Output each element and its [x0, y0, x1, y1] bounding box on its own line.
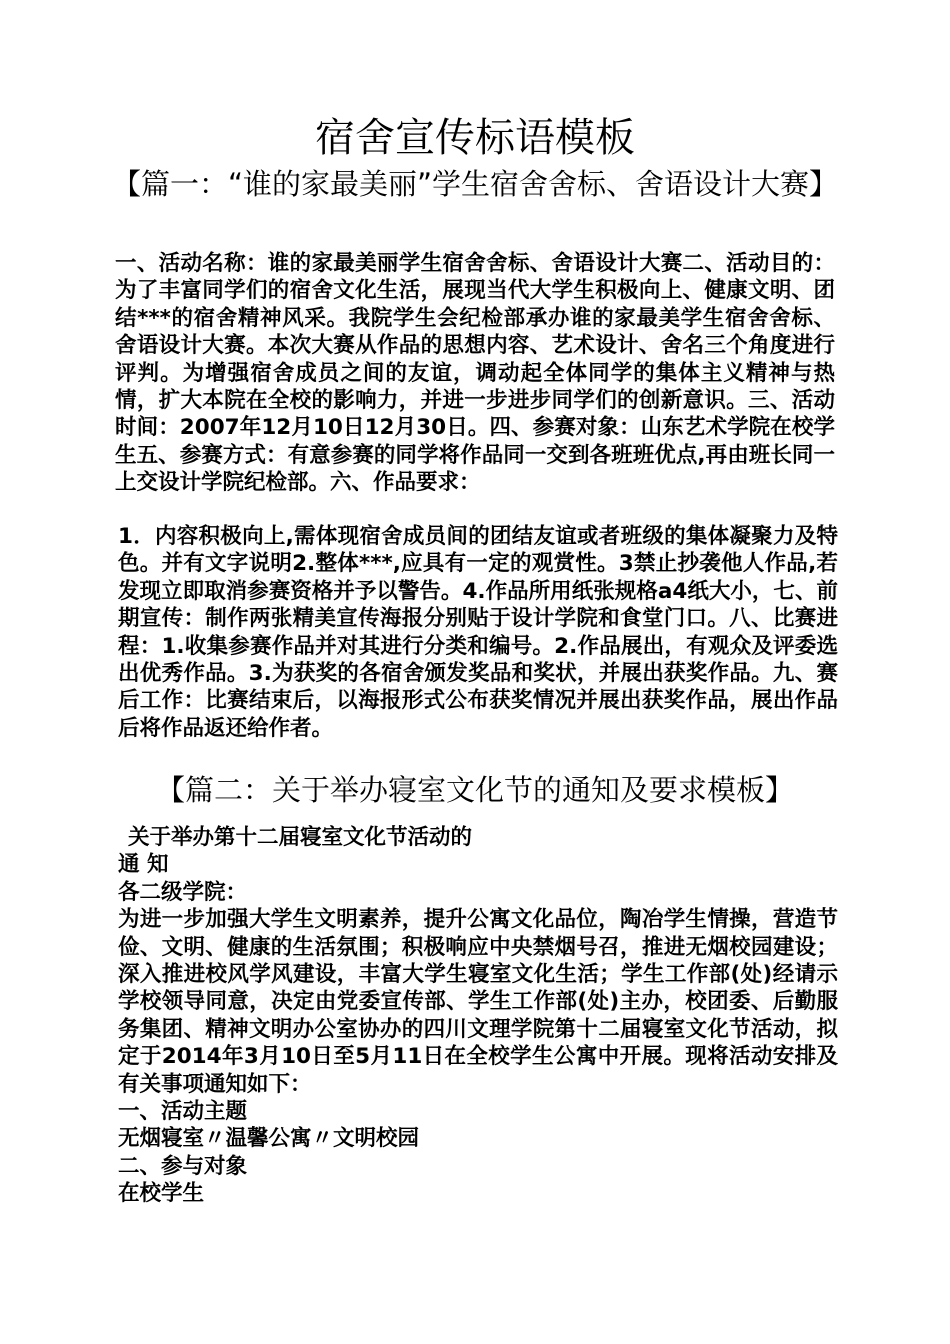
section2-heading: 【篇二：关于举办寝室文化节的通知及要求模板】 [155, 773, 794, 807]
section1-paragraph-2: 1．内容积极向上,需体现宿舍成员间的团结友谊或者班级的集体凝聚力及特色。并有文字说明2.整体***,应具有一定的观赏性。3禁止抄袭他人作品,若发现立即取消参赛资格并予以警告。4.作品所用纸张规格a4纸大小，七、前期宣传：制作两张精美宣传海报分别贴于设计学院和食堂门口。八、比赛进程：1.收集参赛作品并对其进行分类和编号。2.作品展出，有观众及评委选出优秀作品。3.为获奖的各宿舍颁发奖品和奖状，并展出获奖作品。九、赛后工作：比赛结束后，以海报形式公布获奖情况并展出获奖作品，展出作品后将作品返还给作者。 [118, 524, 838, 741]
notice-recipient: 各二级学院： [118, 879, 248, 905]
item2-content: 在校学生 [118, 1181, 205, 1207]
notice-title-word: 通 知 [118, 852, 169, 878]
section1-heading: 【篇一：“谁的家最美丽”学生宿舍舍标、舍语设计大赛】 [111, 167, 839, 201]
notice-title-line: 关于举办第十二届寝室文化节活动的 [128, 825, 473, 850]
item1-heading: 一、活动主题 [118, 1099, 248, 1125]
section1-paragraph-1: 一、活动名称：谁的家最美丽学生宿舍舍标、舍语设计大赛二、活动目的：为了丰富同学们的宿舍文化生活，展现当代大学生积极向上、健康文明、团结***的宿舍精神风采。我院学生会纪检部承办谁的家最美学生宿舍舍标、舍语设计大赛。本次大赛从作品的思想内容、艺术设计、舍名三个角度进行评判。为增强宿舍成员之间的友谊，调动起全体同学的集体主义精神与热情，扩大本院在全校的影响力，并进一步进步同学们的创新意识。三、活动时间：2007年12月10日12月30日。四、参赛对象：山东艺术学院在校学生五、参赛方式：有意参赛的同学将作品同一交到各班班优点,再由班长同一上交设计学院纪检部。六、作品要求： [115, 251, 835, 496]
item1-content: 无烟寝室〃温馨公寓〃文明校园 [118, 1126, 420, 1152]
item2-heading: 二、参与对象 [118, 1153, 248, 1179]
notice-paragraph: 为进一步加强大学生文明素养，提升公寓文化品位，陶冶学生情操，营造节俭、文明、健康的生活氛围；积极响应中央禁烟号召，推进无烟校园建设；深入推进校风学风建设，丰富大学生寝室文化生活；学生工作部(处)经请示学校领导同意，决定由党委宣传部、学生工作部(处)主办，校团委、后勤服务集团、精神文明办公室协办的四川文理学院第十二届寝室文化节活动，拟定于2014年3月10日至5月11日在全校学生公寓中开展。现将活动安排及有关事项通知如下： [118, 907, 838, 1097]
notice-body [118, 824, 838, 1208]
document-title: 宿舍宣传标语模板 [315, 115, 635, 161]
